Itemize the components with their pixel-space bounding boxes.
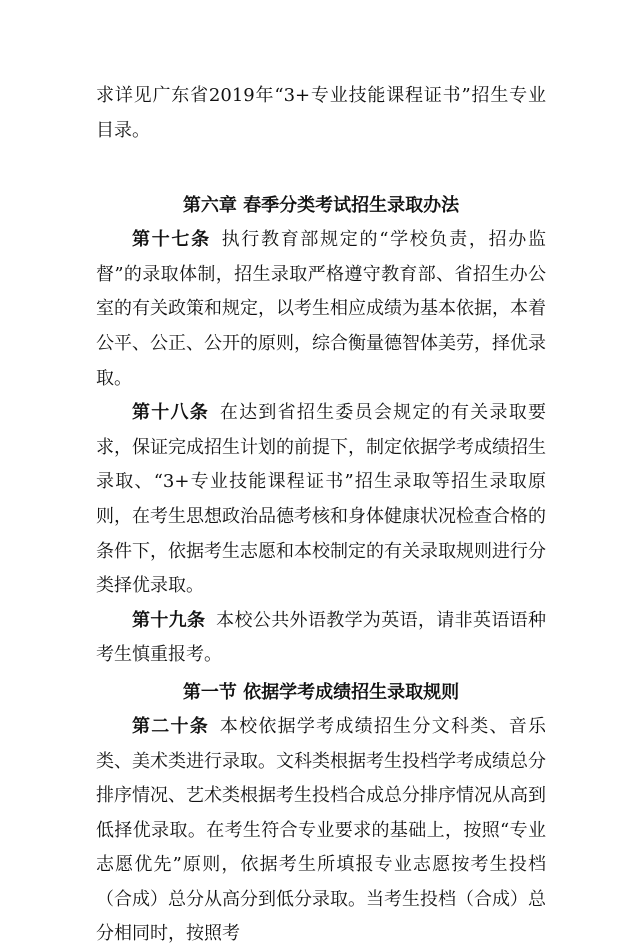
article-label: 第十八条 <box>132 402 210 424</box>
article-17 <box>96 223 546 396</box>
article-label: 第十九条 <box>132 609 206 631</box>
article-19 <box>96 604 546 673</box>
chapter-heading: 第六章 春季分类考试招生录取办法 <box>182 195 460 217</box>
article-text: 执行教育部规定的“学校负责，招办监督”的录取体制，招生录取严格遵守教育部、省招生办公室的有关政策和规定，以考生相应成绩为基本依据，本着公平、公正、公开的原则，综合衡量德智体美劳，择优录取。 <box>96 229 547 389</box>
article-18 <box>96 396 546 604</box>
intro-paragraph: 求详见广东省2019年“3+专业技能课程证书”招生专业目录。 <box>96 85 546 141</box>
article-label: 第十七条 <box>132 229 211 251</box>
document-page <box>96 79 546 952</box>
article-text: 在达到省招生委员会规定的有关录取要求，保证完成招生计划的前提下，制定依据学考成绩招生录取、“3+专业技能课程证书”招生录取等招生录取原则，在考生思想政治品德考核和身体健康状况检查合格的条件下，依据考生志愿和本校制定的有关录取规则进行分类择优录取。 <box>96 402 547 597</box>
section-heading: 第一节 依据学考成绩招生录取规则 <box>182 681 460 703</box>
article-text: 本校公共外语教学为英语，请非英语语种考生慎重报考。 <box>96 609 547 666</box>
article-label: 第二十条 <box>132 715 210 737</box>
article-text: 本校依据学考成绩招生分文科类、音乐类、美术类进行录取。文科类根据考生投档学考成绩总分排序情况、艺术类根据考生投档合成总分排序情况从高到低择优录取。在考生符合专业要求的基础上，按照“专业志愿优先”原则，依据考生所填报专业志愿按考生投档（合成）总分从高分到低分录取。当考生投档（合成）总分相同时，按照考 <box>96 715 547 945</box>
article-20 <box>96 710 546 952</box>
